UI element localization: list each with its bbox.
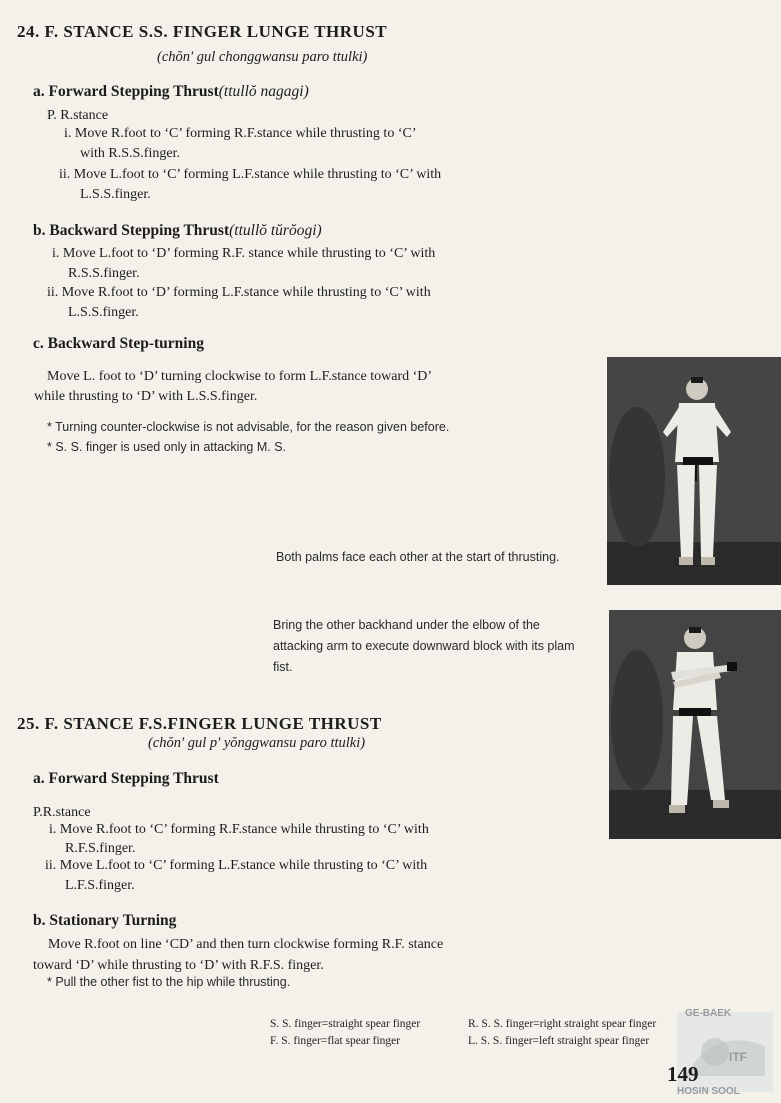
- glossary-rss-finger: R. S. S. finger=right straight spear finger: [468, 1018, 657, 1030]
- section-25b-heading: b. Stationary Turning: [33, 912, 177, 929]
- section-25a-line-3: ii. Move L.foot to ‘C’ forming L.F.stance while thrusting to ‘C’ with: [45, 858, 428, 873]
- section-24a-line-1: i. Move R.foot to ‘C’ forming R.F.stance while thrusting to ‘C’: [64, 126, 417, 141]
- section-24b-heading: [33, 222, 322, 240]
- caption-palms-facing: Both palms face each other at the start of thrusting.: [276, 550, 560, 564]
- photo-palms-facing-figure: [607, 357, 781, 585]
- section-25-subtitle: (chŏn' gul p' yŏnggwansu paro ttulki): [148, 735, 366, 751]
- section-24a-heading-romanized: (ttullŏ nagagi): [218, 83, 309, 100]
- photo-downward-block-figure: [609, 610, 781, 839]
- glossary-fs-finger: F. S. finger=flat spear finger: [270, 1035, 401, 1047]
- section-24-subtitle: (chŏn' gul chonggwansu paro ttulki): [157, 49, 368, 65]
- section-24c-line-1: Move L. foot to ‘D’ turning clockwise to form L.F.stance toward ‘D’: [47, 369, 433, 384]
- section-24b-heading-romanized: (ttullŏ tŭrŏogi): [229, 222, 322, 239]
- section-25b-line-1: Move R.foot on line ‘CD’ and then turn clockwise forming R.F. stance: [48, 937, 444, 952]
- section-24c-heading: c. Backward Step-turning: [33, 335, 204, 352]
- section-24a-line-4: L.S.S.finger.: [80, 187, 151, 202]
- section-25b-line-2: toward ‘D’ while thrusting to ‘D’ with R.F.S. finger.: [33, 958, 324, 973]
- section-24b-line-1: i. Move L.foot to ‘D’ forming R.F. stance while thrusting to ‘C’ with: [52, 246, 436, 261]
- section-24b-line-4: L.S.S.finger.: [68, 305, 139, 320]
- photo-downward-block: [609, 610, 781, 839]
- glossary-lss-finger: L. S. S. finger=left straight spear finger: [468, 1035, 650, 1047]
- photo-palms-facing: [607, 357, 781, 585]
- section-24b-line-2: R.S.S.finger.: [68, 266, 140, 281]
- section-25a-position: P.R.stance: [33, 805, 91, 820]
- section-24a-line-2: with R.S.S.finger.: [80, 146, 180, 161]
- section-24c-note-2: * S. S. finger is used only in attacking M. S.: [47, 440, 287, 454]
- section-25a-line-1: i. Move R.foot to ‘C’ forming R.F.stance while thrusting to ‘C’ with: [49, 822, 429, 837]
- section-24c-line-2: while thrusting to ‘D’ with L.S.S.finger.: [34, 389, 258, 404]
- section-24a-heading: [33, 83, 309, 101]
- watermark-bottom-text: HOSIN SOOL: [677, 1086, 740, 1097]
- watermark-mid-text: ITF: [729, 1050, 747, 1064]
- glossary-ss-finger: S. S. finger=straight spear finger: [270, 1018, 421, 1030]
- section-24b-heading-text: b. Backward Stepping Thrust: [33, 222, 230, 239]
- caption-downward-block: Bring the other backhand under the elbow of the attacking arm to execute downward block with its plam fist.: [273, 618, 575, 674]
- section-24c-note-1: * Turning counter-clockwise is not advisable, for the reason given before.: [47, 420, 450, 434]
- section-25a-line-4: L.F.S.finger.: [65, 878, 135, 893]
- page-number: 149: [667, 1062, 699, 1086]
- section-24a-heading-text: a. Forward Stepping Thrust: [33, 83, 219, 100]
- section-24a-line-3: ii. Move L.foot to ‘C’ forming L.F.stance while thrusting to ‘C’ with: [59, 167, 442, 182]
- section-24-title: 24. F. STANCE S.S. FINGER LUNGE THRUST: [17, 22, 388, 41]
- watermark-top-text: GE-BAEK: [685, 1008, 732, 1019]
- section-24b-line-3: ii. Move R.foot to ‘D’ forming L.F.stance while thrusting to ‘C’ with: [47, 285, 431, 300]
- section-25-title: 25. F. STANCE F.S.FINGER LUNGE THRUST: [17, 714, 382, 733]
- section-25a-heading: a. Forward Stepping Thrust: [33, 770, 219, 787]
- section-25a-line-2: R.F.S.finger.: [65, 841, 136, 856]
- section-24a-position: P. R.stance: [47, 108, 109, 123]
- section-25b-note-1: * Pull the other fist to the hip while thrusting.: [47, 975, 291, 989]
